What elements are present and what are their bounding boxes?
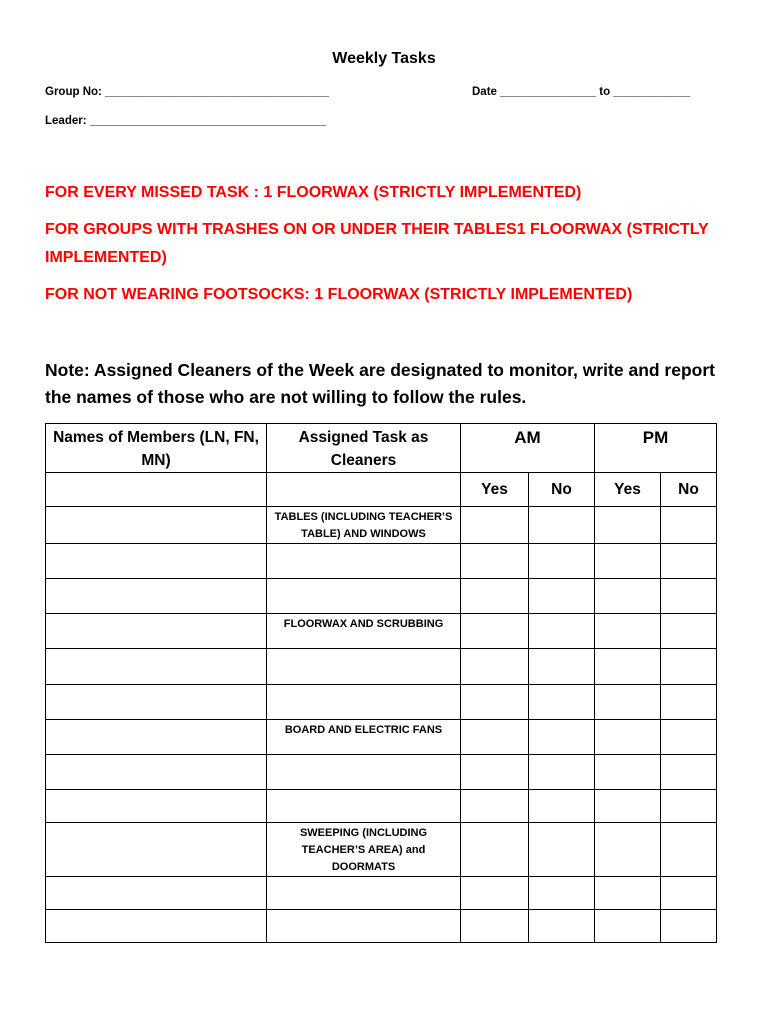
cell-check xyxy=(461,720,529,755)
cell-check xyxy=(661,755,717,790)
cell-check xyxy=(529,579,595,614)
cell-check xyxy=(529,910,595,943)
cell-check xyxy=(461,579,529,614)
cell-check xyxy=(595,614,661,649)
rule-trashes: FOR GROUPS WITH TRASHES ON OR UNDER THEIR TABLES1 FLOORWAX (STRICTLY IMPLEMENTED) xyxy=(45,221,709,266)
cell-check xyxy=(461,877,529,910)
table-row xyxy=(46,649,717,685)
cell-check xyxy=(595,649,661,685)
am-yes-header: Yes xyxy=(461,473,529,507)
cell-name xyxy=(46,579,267,614)
page-title: Weekly Tasks xyxy=(332,50,436,67)
task-tables-windows: TABLES (INCLUDING TEACHER’S TABLE) AND WINDOWS xyxy=(267,507,461,544)
cell-check xyxy=(595,877,661,910)
cell-name xyxy=(46,544,267,579)
cell-check xyxy=(661,507,717,544)
cell-check xyxy=(661,720,717,755)
cell-task xyxy=(267,790,461,823)
cell-name xyxy=(46,507,267,544)
pm-yes-header: Yes xyxy=(595,473,661,507)
cell-check xyxy=(461,790,529,823)
task-sweeping-doormats: SWEEPING (INCLUDING TEACHER’S AREA) and DOORMATS xyxy=(267,823,461,877)
cell-check xyxy=(529,507,595,544)
table-row xyxy=(46,720,717,755)
cell-name xyxy=(46,614,267,649)
cell-name xyxy=(46,823,267,877)
cell-check xyxy=(461,507,529,544)
rule-footsocks: FOR NOT WEARING FOOTSOCKS: 1 FLOORWAX (STRICTLY IMPLEMENTED) xyxy=(45,286,633,303)
table-row xyxy=(46,755,717,790)
cell-check xyxy=(461,823,529,877)
table-subheader-row xyxy=(46,473,717,507)
cell-check xyxy=(595,755,661,790)
cell-check xyxy=(529,649,595,685)
cell-check xyxy=(461,649,529,685)
cell-check xyxy=(595,790,661,823)
cell-check xyxy=(661,649,717,685)
cell-name xyxy=(46,790,267,823)
cell-check xyxy=(661,823,717,877)
cell-check xyxy=(595,544,661,579)
table-row xyxy=(46,877,717,910)
cell-check xyxy=(461,544,529,579)
cell-check xyxy=(529,755,595,790)
am-no-header: No xyxy=(529,473,595,507)
cell-check xyxy=(461,685,529,720)
cell-check xyxy=(529,614,595,649)
table-row xyxy=(46,790,717,823)
cell-check xyxy=(595,685,661,720)
cell-name xyxy=(46,877,267,910)
table-header-row xyxy=(46,424,717,473)
header-am: AM xyxy=(461,424,595,473)
cell-check xyxy=(595,910,661,943)
table-row xyxy=(46,685,717,720)
leader-field: Leader: _____________________________________ xyxy=(45,115,327,127)
task-floorwax-scrubbing: FLOORWAX AND SCRUBBING xyxy=(267,614,461,649)
cell-check xyxy=(461,755,529,790)
cell-check xyxy=(661,877,717,910)
cell-check xyxy=(661,910,717,943)
cell-check xyxy=(529,877,595,910)
cell-check xyxy=(661,544,717,579)
cell-check xyxy=(461,614,529,649)
header-names: Names of Members (LN, FN, MN) xyxy=(46,424,267,473)
cell-check xyxy=(661,790,717,823)
note-text: Note: Assigned Cleaners of the Week are designated to monitor, write and report the names of those who are not willing to follow the rules. xyxy=(45,360,715,407)
table-row xyxy=(46,614,717,649)
cell-check xyxy=(595,507,661,544)
table-row xyxy=(46,507,717,544)
table-row xyxy=(46,579,717,614)
cell-check xyxy=(529,790,595,823)
cell-task xyxy=(267,473,461,507)
cell-task xyxy=(267,544,461,579)
cell-check xyxy=(529,823,595,877)
cell-task xyxy=(267,685,461,720)
date-field: Date _______________ to ____________ xyxy=(472,86,691,98)
cell-task xyxy=(267,910,461,943)
cell-check xyxy=(595,823,661,877)
tasks-table xyxy=(45,423,717,943)
cell-task xyxy=(267,649,461,685)
table-row xyxy=(46,544,717,579)
cell-check xyxy=(529,720,595,755)
group-no-field: Group No: ___________________________________ xyxy=(45,86,329,98)
table-row xyxy=(46,823,717,877)
cell-name xyxy=(46,649,267,685)
cell-name xyxy=(46,685,267,720)
cell-check xyxy=(529,544,595,579)
cell-task xyxy=(267,579,461,614)
cell-name xyxy=(46,473,267,507)
cell-task xyxy=(267,877,461,910)
cell-check xyxy=(661,685,717,720)
header-pm: PM xyxy=(595,424,717,473)
pm-no-header: No xyxy=(661,473,717,507)
header-task: Assigned Task as Cleaners xyxy=(267,424,461,473)
cell-name xyxy=(46,910,267,943)
cell-check xyxy=(661,579,717,614)
rule-missed-task: FOR EVERY MISSED TASK : 1 FLOORWAX (STRICTLY IMPLEMENTED) xyxy=(45,184,582,201)
cell-check xyxy=(529,685,595,720)
table-row xyxy=(46,910,717,943)
cell-check xyxy=(661,614,717,649)
cell-name xyxy=(46,755,267,790)
cell-check xyxy=(595,720,661,755)
cell-name xyxy=(46,720,267,755)
cell-check xyxy=(461,910,529,943)
cell-task xyxy=(267,755,461,790)
cell-check xyxy=(595,579,661,614)
task-board-fans: BOARD AND ELECTRIC FANS xyxy=(267,720,461,755)
